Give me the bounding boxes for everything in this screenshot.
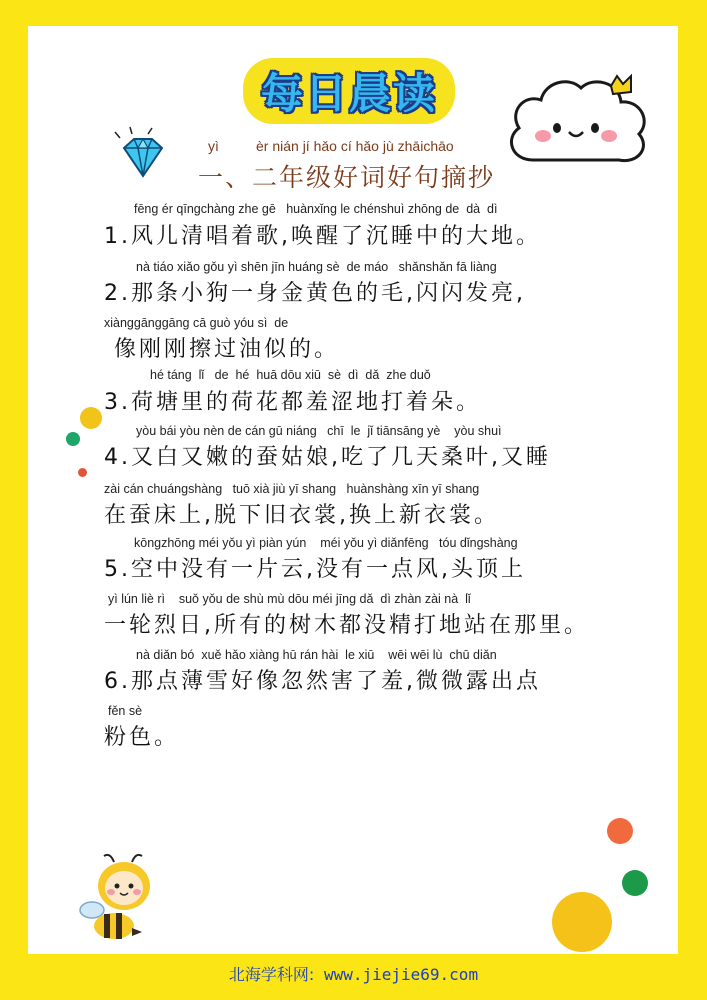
line-9-pinyin: nà diǎn bó xuě hǎo xiàng hū rán hài le xiū wēi wēi lù chū diǎn [136,648,497,662]
subtitle-pinyin-2: èr nián jí hǎo cí hǎo jù zhāichāo [256,138,454,154]
bee-icon [78,852,174,948]
footer-label: 北海学科网: [228,965,315,984]
footer-url-link[interactable]: www.jiejie69.com [314,965,479,984]
line-3-text: 像刚刚擦过油似的。 [104,337,339,362]
line-7-text: 5.空中没有一片云,没有一点风,头顶上 [104,557,526,582]
decor-dot-green-left [66,432,80,446]
line-4-pinyin: hé táng lǐ de hé huā dōu xiū sè dì dǎ zhe duǒ [150,368,431,382]
line-8-pinyin: yì lún liè rì suǒ yǒu de shù mù dōu méi jīng dǎ dì zhàn zài nà lǐ [108,592,471,606]
line-7-pinyin: kōngzhōng méi yǒu yì piàn yún méi yǒu yì diǎnfēng tóu dǐngshàng [134,536,518,550]
line-6-text: 在蚕床上,脱下旧衣裳,换上新衣裳。 [104,503,499,528]
line-5-pinyin: yòu bái yòu nèn de cán gū niáng chī le jǐ tiānsāng yè yòu shuì [136,424,502,438]
decor-dot-red-left [78,468,87,477]
line-5-text: 4.又白又嫩的蚕姑娘,吃了几天桑叶,又睡 [104,445,551,470]
page-title: 每日晨读 [260,69,437,118]
line-6-pinyin: zài cán chuángshàng tuō xià jiù yī shang huànshàng xīn yī shang [104,482,480,496]
line-9-text: 6.那点薄雪好像忽然害了羞,微微露出点 [104,669,541,694]
decor-dot-red-right [607,818,633,844]
decor-dot-green-right [622,870,648,896]
decor-dot-yellow-left [80,407,102,429]
line-3-pinyin: xiànggānggāng cā guò yóu sì de [104,316,289,330]
line-1-text: 1.风儿清唱着歌,唤醒了沉睡中的大地。 [104,224,541,249]
line-8-text: 一轮烈日,所有的树木都没精打地站在那里。 [104,613,589,638]
footer-website [0,962,707,985]
line-1-pinyin: fēng ér qīngchàng zhe gē huànxǐng le chénshuì zhōng de dà dì [134,202,498,216]
line-2-pinyin: nà tiáo xiǎo gǒu yì shēn jīn huáng sè de máo shǎnshǎn fā liàng [136,260,497,274]
line-10-text: 粉色。 [104,725,180,750]
line-2-text: 2.那条小狗一身金黄色的毛,闪闪发亮, [104,281,526,306]
cloud-face-icon [503,72,653,170]
line-10-pinyin: fěn sè [108,704,143,718]
subtitle-pinyin-1: yì [208,138,219,154]
decor-dot-yellow-right [552,892,612,952]
subtitle: 一、二年级好词好句摘抄 [198,163,496,192]
line-4-text: 3.荷塘里的荷花都羞涩地打着朵。 [104,390,481,415]
